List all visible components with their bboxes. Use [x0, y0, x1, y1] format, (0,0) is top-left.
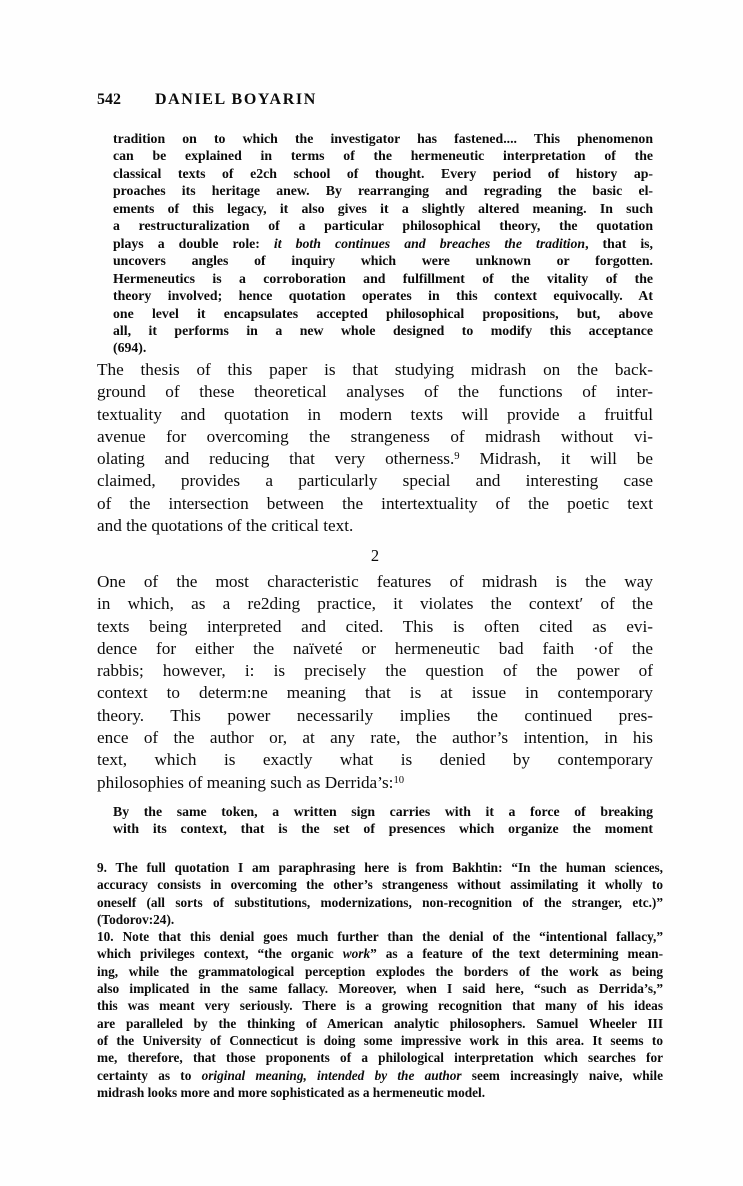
text-line: (694).	[113, 340, 147, 356]
text-line: with its context, that is the set of presences which organize the moment	[113, 821, 653, 837]
text-line: theory involved; hence quotation operates in this context equivocally. At	[113, 288, 653, 304]
text-line: One of the most characteristic features of midrash is the way	[97, 572, 653, 591]
text-line: classical texts of e2ch school of thought. Every period of history ap-	[113, 165, 653, 181]
block-quote-bakhtin	[113, 130, 653, 357]
text-line: tradition on to which the investigator has fastened.... This phenomenon	[113, 131, 653, 146]
text-line: are paralleled by the thinking of American analytic philosophers. Samuel Wheeler III	[97, 1015, 663, 1031]
text-line: 9. The full quotation I am paraphrasing here is from Bakhtin: “In the human sciences,	[97, 860, 663, 875]
text-line: Hermeneutics is a corroboration and fulfillment of the vitality of the	[113, 270, 653, 286]
text-line: The thesis of this paper is that studying midrash on the back-	[97, 360, 653, 379]
text-line: rabbis; however, i: is precisely the question of the power of	[97, 661, 653, 681]
text-line: theory. This power necessarily implies the continued pres-	[97, 705, 653, 725]
text-line: plays a double role: it both continues and breaches the tradition, that is,	[113, 235, 653, 251]
footnote-10	[97, 928, 663, 1101]
text-line: midrash looks more and more sophisticated as a hermeneutic model.	[97, 1085, 486, 1101]
text-line: ing, while the grammatological perception explodes the borders of the work as being	[97, 963, 663, 979]
block-quote-derrida	[113, 803, 653, 838]
paragraph-midrash-context	[97, 571, 653, 794]
page-number: 542	[97, 91, 121, 108]
text-line: proaches its heritage anew. By rearranging and regrading the basic el-	[113, 183, 653, 199]
text-line: 10. Note that this denial goes much further than the denial of the “intentional fallacy,”	[97, 929, 663, 944]
text-line: all, it performs in a new whole designed to modify this acceptance	[113, 322, 653, 338]
text-line: texts being interpreted and cited. This is often cited as evi-	[97, 616, 653, 636]
text-line: certainty as to original meaning, intended by the author seem increasingly naive, while	[97, 1067, 663, 1083]
text-line: textuality and quotation in modern texts will provide a fruitful	[97, 404, 653, 424]
text-line: oneself (all sorts of substitutions, modernizations, non-recognition of the stranger, etc.)”	[97, 894, 663, 910]
text-line: ground of these theoretical analyses of the functions of inter-	[97, 382, 653, 402]
text-line: dence for either the naïveté or hermeneutic bad faith ·of the	[97, 638, 653, 658]
footnote-9	[97, 859, 663, 928]
text-line: claimed, provides a particularly special and interesting case	[97, 471, 653, 491]
text-line: one level it encapsulates accepted philosophical propositions, but, above	[113, 305, 653, 321]
text-line: which privileges context, “the organic work” as a feature of the text determining mean-	[97, 946, 664, 962]
text-line: avenue for overcoming the strangeness of midrash without vi-	[97, 426, 653, 446]
text-line: this was meant very seriously. There is a growing recognition that many of his ideas	[97, 998, 663, 1014]
text-line: By the same token, a written sign carries with it a force of breaking	[113, 804, 653, 819]
text-line: accuracy consists in overcoming the other’s strangeness without assimilating it wholly to	[97, 877, 663, 893]
text-line: text, which is exactly what is denied by contemporary	[97, 750, 653, 770]
text-line: context to determ:ne meaning that is at issue in contemporary	[97, 683, 653, 703]
text-line: olating and reducing that very otherness.$^9$ Midrash, it will be	[97, 449, 653, 469]
text-line: a restructuralization of a particular philosophical theory, the quotation	[113, 218, 653, 234]
text-line: of the intersection between the intertextuality of the poetic text	[97, 493, 653, 513]
text-line: ence of the author or, at any rate, the author’s intention, in his	[97, 728, 653, 748]
text-line: can be explained in terms of the hermeneutic interpretation of the	[113, 148, 653, 164]
running-header	[97, 91, 654, 109]
section-number: 2	[370, 546, 380, 565]
running-header-author: DANIEL BOYARIN	[155, 91, 317, 108]
text-line: philosophies of meaning such as Derrida’s:$^{10}$	[97, 772, 405, 792]
text-line: also implicated in the same fallacy. Moreover, when I said here, “such as Derrida’s,”	[97, 981, 663, 997]
text-line: uncovers angles of inquiry which were unknown or forgotten.	[113, 253, 653, 269]
text-line: (Todorov:24).	[97, 912, 175, 928]
text-line: and the quotations of the critical text.	[97, 516, 354, 536]
paragraph-thesis	[97, 359, 653, 537]
text-line: of the University of Connecticut is doing some impressive work in this area. It seems to	[97, 1033, 663, 1049]
text-line: ements of this legacy, it also gives it a slightly altered meaning. In such	[113, 200, 653, 216]
text-line: in which, as a re2ding practice, it violates the contextʹ of the	[97, 594, 653, 614]
text-line: me, therefore, that those proponents of a philological interpretation which searches for	[97, 1050, 663, 1066]
